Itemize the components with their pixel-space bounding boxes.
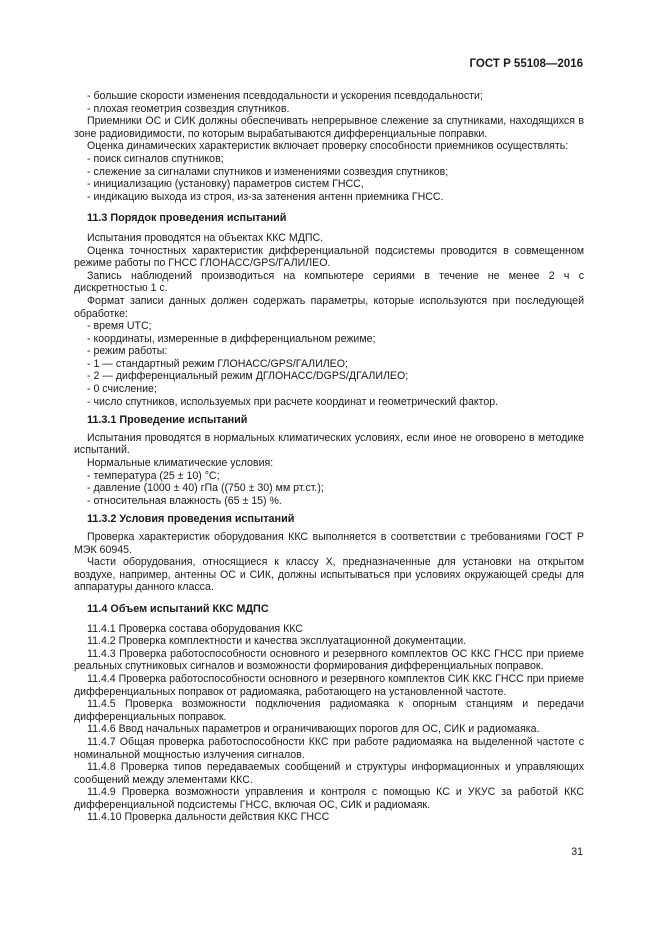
paragraph: Испытания проводятся на объектах ККС МДПС. [87,231,324,244]
list-item: - индикацию выхода из строя, из-за затенения антенн приемника ГНСС. [87,190,444,203]
list-item: - температура (25 ± 10) °С; [87,469,220,482]
paragraph: 11.4.9 Проверка возможности управления и контроля с помощью КС и УКУС за работой ККС дифференциальной подсистемы ГНСС, включая ОС, СИК и радиомаяк. [74,786,584,811]
paragraph: Оценка точностных характеристик дифференциальной подсистемы проводится в совмещенном режиме работы по ГНСС ГЛОНАСС/GPS/ГАЛИЛЕО. [74,244,584,270]
paragraph: 11.4.4 Проверка работоспособности основного и резервного комплектов СИК ККС ГНСС при приеме дифференциальных поправок от радиомаяка, работающего на установленной частоте. [74,672,584,698]
paragraph: Запись наблюдений производиться на компьютере сериями в течение не менее 2 ч с дискретностью 1 с. [74,269,584,295]
list-item: - координаты, измеренные в дифференциальном режиме; [87,332,376,345]
list-item: - инициализацию (установку) параметров систем ГНСС, [87,178,364,191]
paragraph: 11.4.1 Проверка состава оборудования ККС [87,622,303,635]
page-number: 31 [571,846,583,858]
list-item: - слежение за сигналами спутников и изменениями созвездия спутников; [87,165,449,178]
paragraph: 11.4.5 Проверка возможности подключения радиомаяка к опорным станциям и передачи дифференциальных поправок. [74,698,584,723]
list-item: - поиск сигналов спутников; [87,152,224,165]
paragraph: 11.4.7 Общая проверка работоспособности ККС при работе радиомаяка на выделенной частоте с номинальной мощностью излучения сигналов. [74,735,584,761]
paragraph: 11.4.2 Проверка комплектности и качества эксплуатационной документации. [87,635,467,648]
list-item: - 0 счисление; [87,383,157,396]
paragraph: 11.4.6 Ввод начальных параметров и ограничивающих порогов для ОС, СИК и радиомаяка. [87,723,540,736]
section-heading: 11.4 Объем испытаний ККС МДПС [87,602,269,615]
section-heading: 11.3 Порядок проведения испытаний [87,212,287,225]
paragraph: Нормальные климатические условия: [87,457,274,470]
list-item: - режим работы: [87,345,168,358]
document-body [74,90,584,824]
list-item: - 2 — дифференциальный режим ДГЛОНАСС/DGPS/ДГАЛИЛЕО; [87,370,409,383]
paragraph: 11.4.3 Проверка работоспособности основного и резервного комплектов ОС ККС ГНСС при приеме реальных спутниковых сигналов и возможности формирования дифференциальных поправок. [74,647,584,673]
subsection-heading: 11.3.1 Проведение испытаний [87,414,248,427]
list-item: - число спутников, используемых при расчете координат и геометрический фактор. [87,395,499,408]
document-code-header: ГОСТ Р 55108—2016 [469,58,583,70]
paragraph: Части оборудования, относящиеся к классу X, предназначенные для установки на открытом воздухе, например, антенны ОС и СИК, должны испытываться при условиях окружающей среды для аппаратуры данного класса. [74,556,584,594]
paragraph: Испытания проводятся в нормальных климатических условиях, если иное не оговорено в методике испытаний. [74,431,584,457]
list-item: - время UTC; [87,320,152,333]
list-item: - относительная влажность (65 ± 15) %. [87,494,282,507]
list-item: - большие скорости изменения псевдодальности и ускорения псевдодальности; [87,90,483,102]
list-item: - 1 — стандартный режим ГЛОНАСС/GPS/ГАЛИЛЕО; [87,357,348,370]
paragraph: 11.4.10 Проверка дальности действия ККС ГНСС [87,811,330,824]
paragraph: 11.4.8 Проверка типов передаваемых сообщений и структуры информационных и управляющих сообщений между элементами ККС. [74,761,584,786]
list-item: - плохая геометрия созвездия спутников. [87,102,290,115]
list-item: - давление (1000 ± 40) гПа ((750 ± 30) мм рт.ст.); [87,482,324,495]
subsection-heading: 11.3.2 Условия проведения испытаний [87,513,295,526]
paragraph: Формат записи данных должен содержать параметры, которые используются при последующей обработке: [74,294,584,320]
paragraph: Приемники ОС и СИК должны обеспечивать непрерывное слежение за спутниками, находящихся в зоне радиовидимости, по которым вырабатываются дифференциальные поправки. [74,115,584,140]
paragraph: Проверка характеристик оборудования ККС выполняется в соответствии с требованиями ГОСТ Р МЭК 60945. [74,531,584,556]
paragraph: Оценка динамических характеристик включает проверку способности приемников осуществлять: [87,140,569,153]
